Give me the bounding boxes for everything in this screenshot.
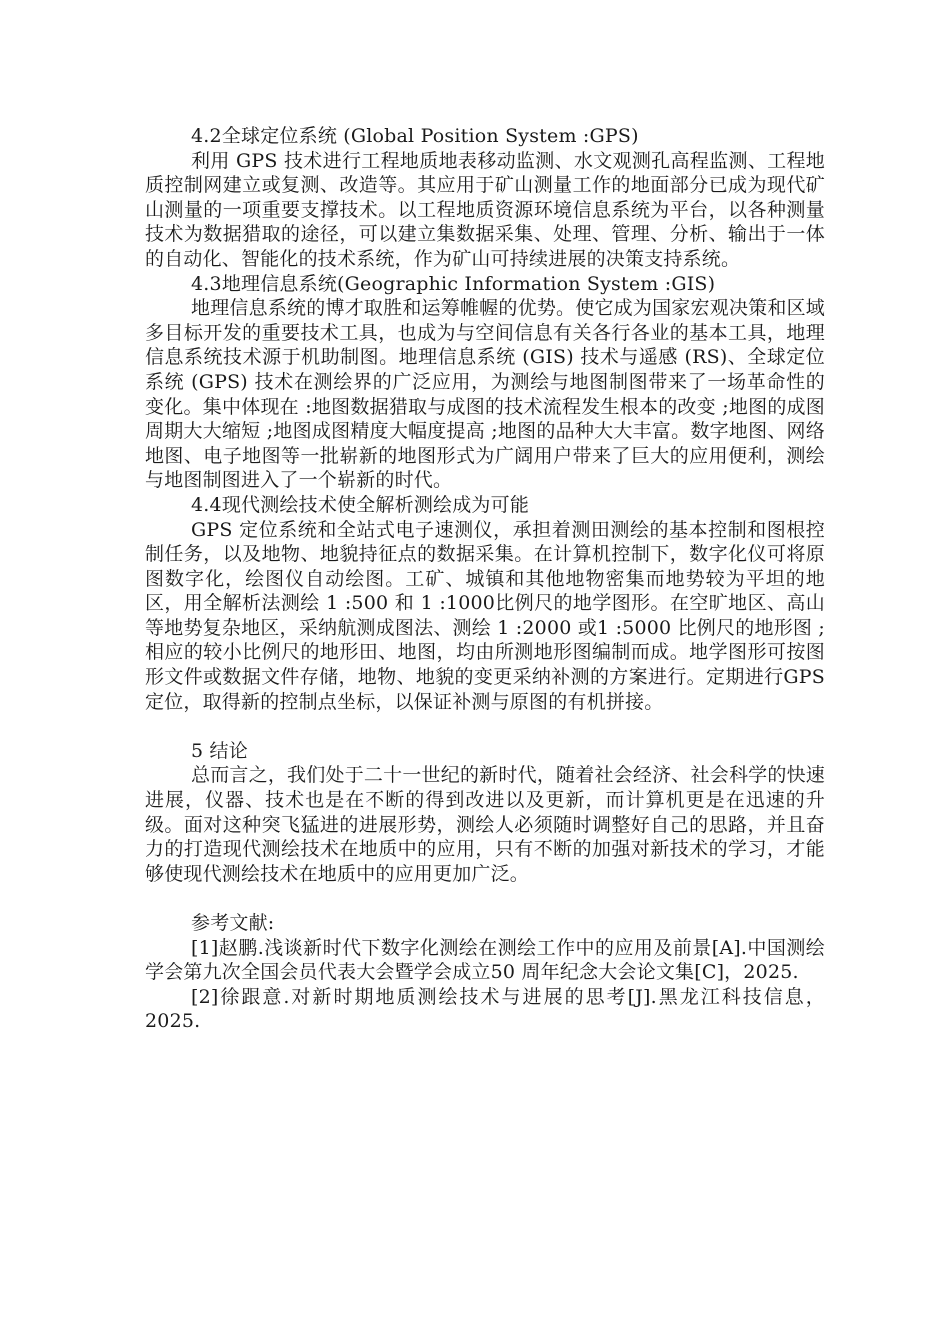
reference-item-2: [2]徐跟意.对新时期地质测绘技术与进展的思考[J].黑龙江科技信息，2025. [145,985,825,1033]
section-heading-gis: 4.3地理信息系统(Geographic Information System :GIS) [191,272,716,295]
references-heading: 参考文献: [191,912,275,934]
paragraph-conclusion: 总而言之，我们处于二十一世纪的新时代，随着社会经济、社会科学的快速进展，仪器、技术也是在不断的得到改进以及更新，而计算机更是在迅速的升级。面对这种突飞猛进的进展形势，测绘人必须随时调整好自己的思路，并且奋力的打造现代测绘技术在地质中的应用，只有不断的加强对新技术的学习，才能够使现代测绘技术在地质中的应用更加广泛。 [145,764,825,885]
paragraph-analytic-mapping: GPS 定位系统和全站式电子速测仪，承担着测田测绘的基本控制和图根控制任务，以及地物、地貌持征点的数据采集。在计算机控制下，数字化仪可将原图数字化，绘图仪自动绘图。工矿、城镇和其他地物密集而地势较为平坦的地区，用全解析法测绘 1 :500 和 1 :1000比例尺的地学图形。在空旷地区、高山等地势复杂地区，采纳航测成图法、测绘 1 :2000 或1 :5000 比例尺的地形图 ;相应的较小比例尺的地形田、地图，均由所测地形图编制而成。地学图形可按图形文件或数据文件存储，地物、地貌的变更采纳补测的方案进行。定期进行GPS 定位，取得新的控制点坐标，以保证补测与原图的有机拼接。 [145,518,825,713]
document-page [145,124,825,1034]
paragraph-gis: 地理信息系统的博才取胜和运筹帷幄的优势。使它成为国家宏观决策和区域多目标开发的重要技术工具，也成为与空间信息有关各行各业的基本工具，地理信息系统技术源于机助制图。地理信息系统 (GIS) 技术与遥感 (RS)、全球定位系统 (GPS) 技术在测绘界的广泛应用，为测绘与地图制图带来了一场革命性的变化。集中体现在 :地图数据猎取与成图的技术流程发生根本的改变 ;地图的成图周期大大缩短 ;地图成图精度大幅度提高 ;地图的品种大大丰富。数字地图、网络地图、电子地图等一批崭新的地图形式为广阔用户带来了巨大的应用便利，测绘与地图制图进入了一个崭新的时代。 [145,297,825,492]
section-heading-conclusion: 5 结论 [191,739,248,762]
spacer [145,714,825,739]
paragraph-gps: 利用 GPS 技术进行工程地质地表移动监测、水文观测孔高程监测、工程地质控制网建立或复测、改造等。其应用于矿山测量工作的地面部分已成为现代矿山测量的一项重要支撑技术。以工程地质资源环境信息系统为平台，以各种测量技术为数据猎取的途径，可以建立集数据采集、处理、管理、分析、输出于一体的自动化、智能化的技术系统，作为矿山可持续进展的决策支持系统。 [145,149,825,270]
section-heading-analytic-mapping: 4.4现代测绘技术使全解析测绘成为可能 [191,493,530,516]
section-heading-gps: 4.2全球定位系统 (Global Position System :GPS) [191,125,639,147]
reference-item-1: [1]赵鹏.浅谈新时代下数字化测绘在测绘工作中的应用及前景[A].中国测绘学会第九次全国会员代表大会暨学会成立50 周年纪念大会论文集[C]，2025. [145,936,825,984]
spacer [145,886,825,911]
